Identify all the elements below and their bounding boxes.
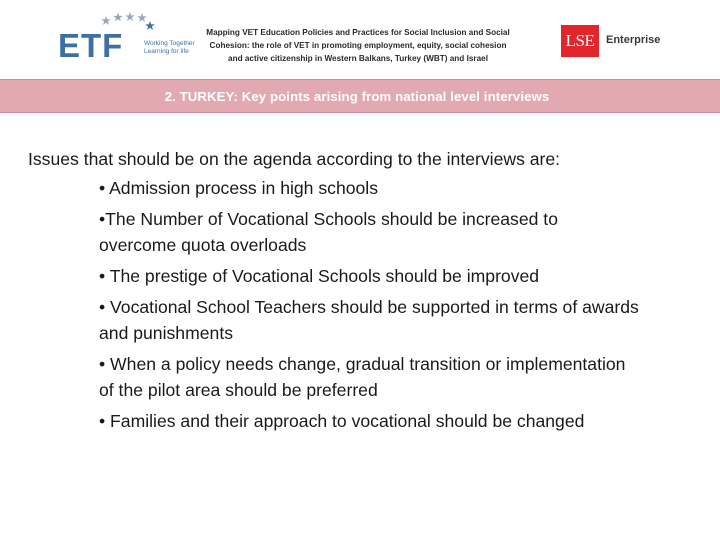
lse-logo: LSE — [561, 25, 599, 57]
list-item: •The Number of Vocational Schools should be increased to overcome quota overloads — [99, 209, 558, 255]
etf-logo-text: ETF — [58, 27, 124, 64]
lse-enterprise-label: Enterprise — [606, 34, 661, 46]
list-item: • Admission process in high schools — [99, 178, 378, 198]
list-item: • Families and their approach to vocational should be changed — [99, 411, 585, 431]
intro-text: Issues that should be on the agenda according to the interviews are: — [28, 149, 561, 169]
header-title-line: Mapping VET Education Policies and Practices for Social Inclusion and Social — [206, 28, 510, 37]
list-item: • When a policy needs change, gradual transition or implementation of the pilot area should be preferred — [99, 354, 626, 400]
key-points-list — [28, 175, 708, 434]
list-item: • The prestige of Vocational Schools should be improved — [99, 266, 540, 286]
etf-logo — [58, 12, 195, 68]
header-title-line: Cohesion: the role of VET in promoting employment, equity, social cohesion — [209, 41, 507, 50]
header-title-line: and active citizenship in Western Balkans, Turkey (WBT) and Israel — [228, 54, 488, 63]
etf-tagline: Working Together Learning for life — [144, 40, 195, 55]
section-banner — [0, 79, 720, 113]
list-item: • Vocational School Teachers should be supported in terms of awards and punishments — [99, 297, 639, 343]
slide-body — [28, 146, 708, 439]
header-title — [182, 26, 534, 65]
slide-header — [0, 0, 720, 78]
banner-title: 2. TURKEY: Key points arising from national level interviews — [164, 89, 550, 104]
